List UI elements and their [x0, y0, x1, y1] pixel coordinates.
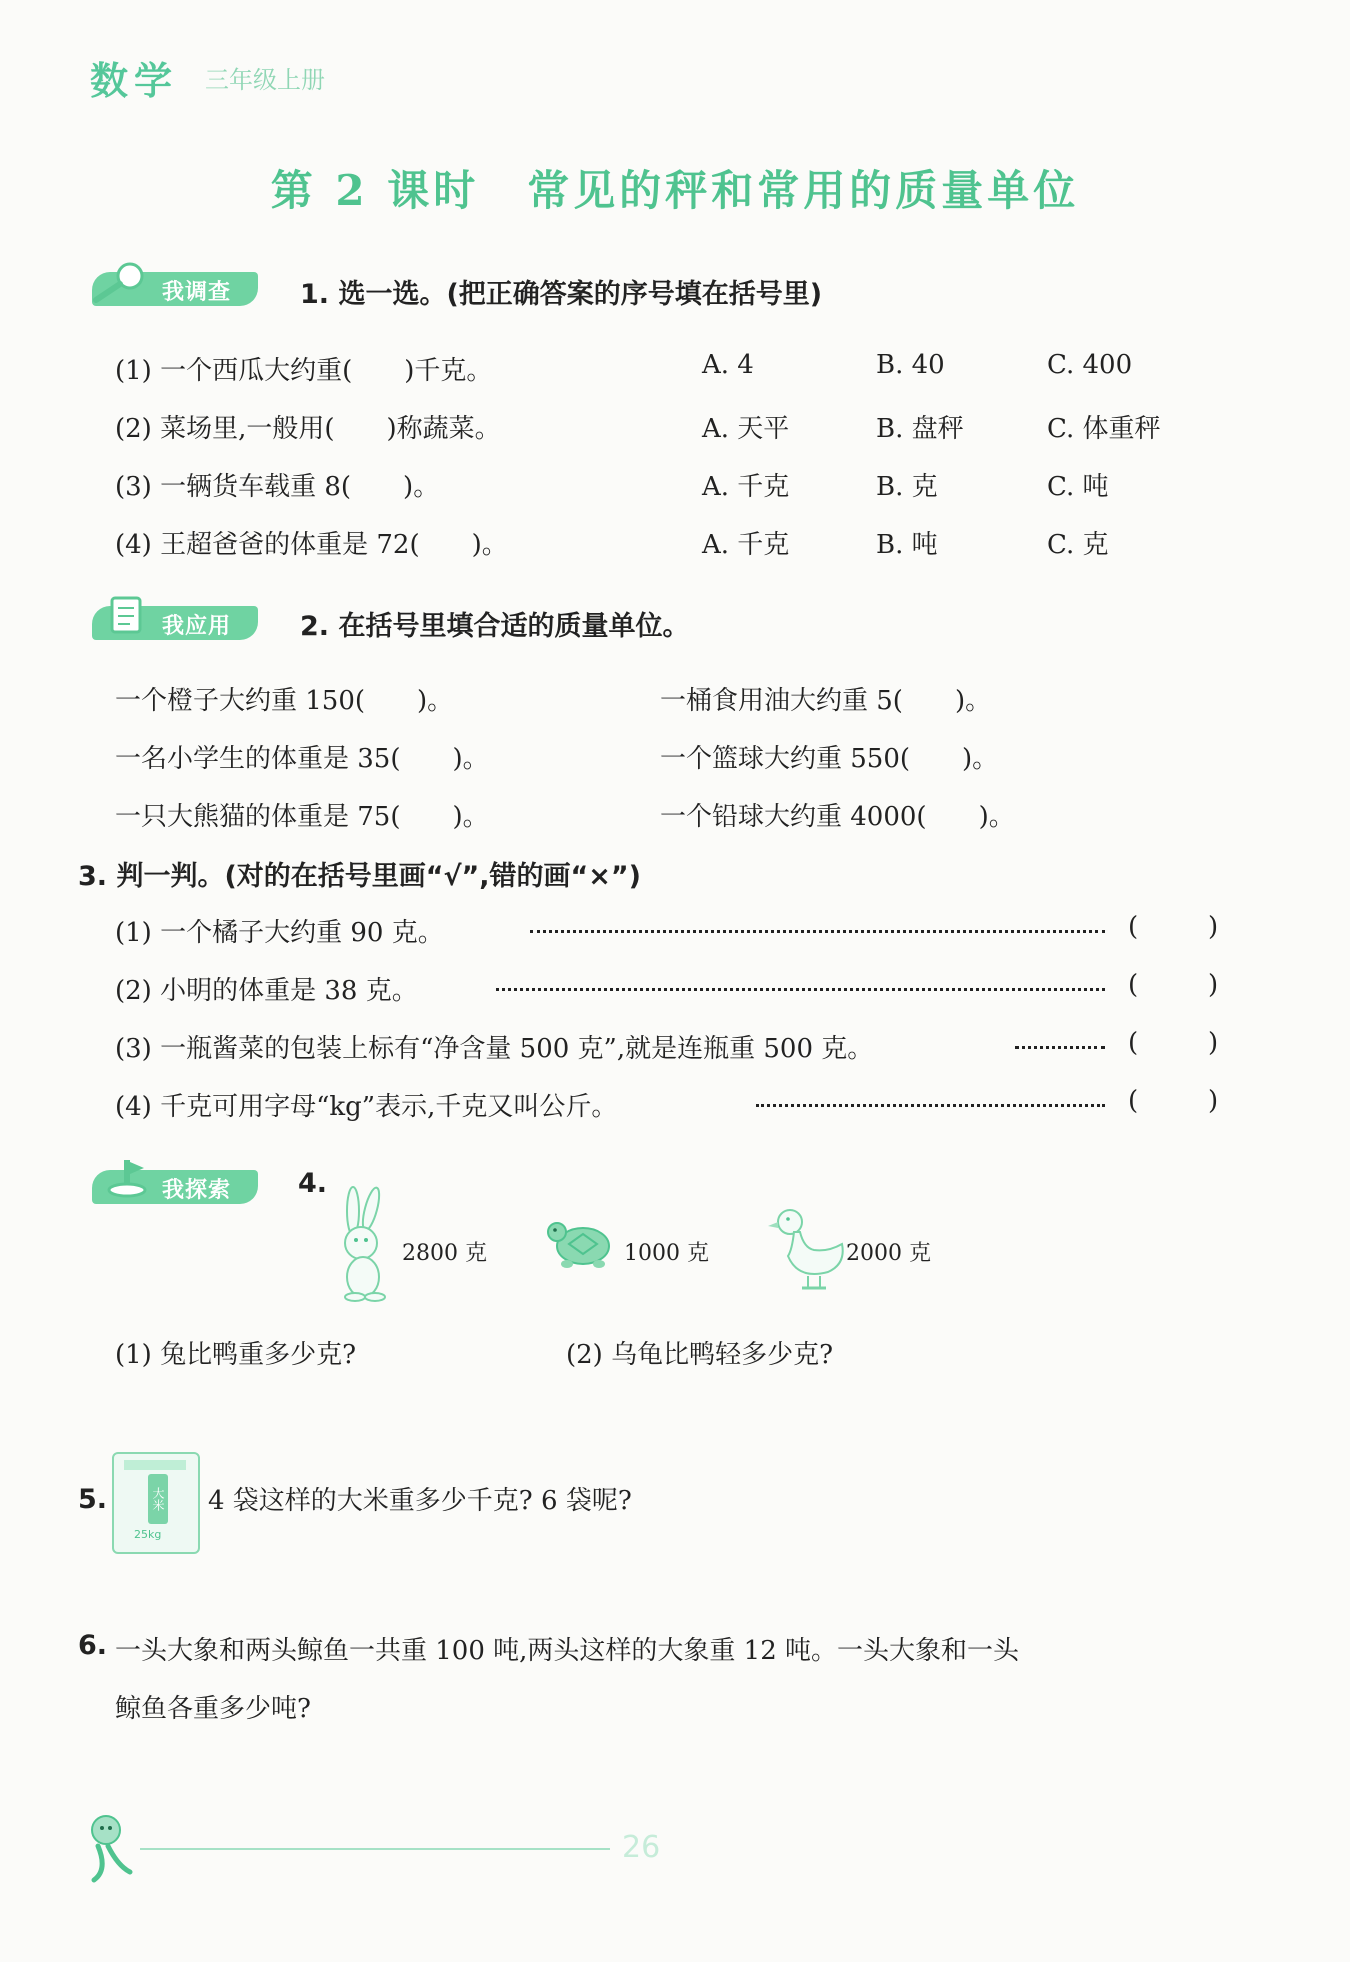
question-1-title: 1. 选一选。(把正确答案的序号填在括号里) [300, 279, 823, 310]
q2-left-item-2: 一名小学生的体重是 35( )。 [115, 744, 489, 774]
badge-label: 我探索 [162, 1178, 232, 1203]
q3-item-4: (4) 千克可用字母“kg”表示,千克又叫公斤。 [115, 1092, 618, 1122]
q1-item-4-option-a: A. 千克 [702, 530, 790, 560]
explorer-icon [82, 1158, 162, 1208]
question-4-number: 4. [298, 1168, 328, 1199]
question-3-title: 3. 判一判。(对的在括号里画“√”,错的画“×”) [78, 861, 641, 892]
lesson-number: 第 2 课时 [270, 166, 480, 215]
q1-item-3-stem: (3) 一辆货车载重 8( )。 [115, 472, 440, 502]
q1-item-1-option-b: B. 40 [876, 350, 945, 380]
rice-bag-weight: 25kg [134, 1528, 162, 1541]
q1-item-1-stem: (1) 一个西瓜大约重( )千克。 [115, 356, 493, 386]
q1-item-3-option-c: C. 吨 [1047, 472, 1109, 502]
grade-label: 三年级上册 [205, 66, 325, 94]
q3-item-4-leader [756, 1104, 1105, 1107]
q3-item-2-leader [496, 988, 1105, 991]
turtle-weight: 1000 克 [624, 1241, 709, 1266]
question-6-number: 6. [78, 1630, 108, 1661]
badge-apply [82, 594, 262, 640]
q3-item-3-paren-close: ) [1208, 1028, 1219, 1058]
rabbit-weight: 2800 克 [402, 1241, 487, 1266]
q4-subquestion-1: (1) 兔比鸭重多少克? [115, 1340, 357, 1370]
footer-divider [140, 1848, 610, 1850]
rice-bag-icon [112, 1452, 200, 1554]
q1-item-4-option-c: C. 克 [1047, 530, 1109, 560]
q1-item-1-option-a: A. 4 [702, 350, 754, 380]
q1-item-2-option-c: C. 体重秤 [1047, 414, 1161, 444]
lesson-topic: 常见的秤和常用的质量单位 [527, 166, 1080, 215]
badge-investigate [82, 260, 262, 306]
subject-title: 数学 [90, 59, 179, 103]
q3-item-1-paren-close: ) [1208, 912, 1219, 942]
q3-item-4-paren-open: ( [1128, 1086, 1139, 1116]
turtle-icon [545, 1208, 625, 1278]
q2-right-item-2: 一个篮球大约重 550( )。 [660, 744, 999, 774]
q3-item-2-paren-open: ( [1128, 970, 1139, 1000]
page-number: 26 [622, 1830, 661, 1865]
notepad-icon [82, 594, 162, 644]
q2-right-item-3: 一个铅球大约重 4000( )。 [660, 802, 1015, 832]
q3-item-2: (2) 小明的体重是 38 克。 [115, 976, 418, 1006]
q2-left-item-3: 一只大熊猫的体重是 75( )。 [115, 802, 489, 832]
duck-icon [768, 1200, 848, 1295]
monkey-mascot-icon [78, 1810, 148, 1890]
badge-label: 我调查 [162, 280, 232, 305]
q6-line-1: 一头大象和两头鲸鱼一共重 100 吨,两头这样的大象重 12 吨。一头大象和一头 [115, 1636, 1020, 1666]
q3-item-3-leader [1015, 1046, 1105, 1049]
duck-weight: 2000 克 [846, 1241, 931, 1266]
q1-item-4-stem: (4) 王超爸爸的体重是 72( )。 [115, 530, 508, 560]
rice-bag-label: 大米 [148, 1474, 168, 1524]
q2-left-item-1: 一个橙子大约重 150( )。 [115, 686, 454, 716]
q3-item-3: (3) 一瓶酱菜的包装上标有“净含量 500 克”,就是连瓶重 500 克。 [115, 1034, 874, 1064]
q3-item-1-paren-open: ( [1128, 912, 1139, 942]
q6-line-2: 鲸鱼各重多少吨? [115, 1694, 311, 1724]
q1-item-3-option-a: A. 千克 [702, 472, 790, 502]
q1-item-3-option-b: B. 克 [876, 472, 938, 502]
q5-text: 4 袋这样的大米重多少千克? 6 袋呢? [208, 1486, 632, 1516]
badge-label: 我应用 [162, 614, 232, 639]
q1-item-2-stem: (2) 菜场里,一般用( )称蔬菜。 [115, 414, 501, 444]
q3-item-1-leader [530, 930, 1105, 933]
q3-item-2-paren-close: ) [1208, 970, 1219, 1000]
rabbit-icon [325, 1185, 405, 1305]
q4-subquestion-2: (2) 乌龟比鸭轻多少克? [566, 1340, 834, 1370]
badge-explore [82, 1158, 262, 1204]
question-2-title: 2. 在括号里填合适的质量单位。 [300, 611, 690, 642]
q3-item-4-paren-close: ) [1208, 1086, 1219, 1116]
question-5-number: 5. [78, 1484, 108, 1515]
q1-item-1-option-c: C. 400 [1047, 350, 1133, 380]
q1-item-2-option-b: B. 盘秤 [876, 414, 964, 444]
q3-item-3-paren-open: ( [1128, 1028, 1139, 1058]
q3-item-1: (1) 一个橘子大约重 90 克。 [115, 918, 444, 948]
q2-right-item-1: 一桶食用油大约重 5( )。 [660, 686, 992, 716]
q1-item-2-option-a: A. 天平 [702, 414, 790, 444]
lesson-title [0, 158, 1350, 218]
magnifier-icon [82, 260, 162, 310]
q1-item-4-option-b: B. 吨 [876, 530, 938, 560]
